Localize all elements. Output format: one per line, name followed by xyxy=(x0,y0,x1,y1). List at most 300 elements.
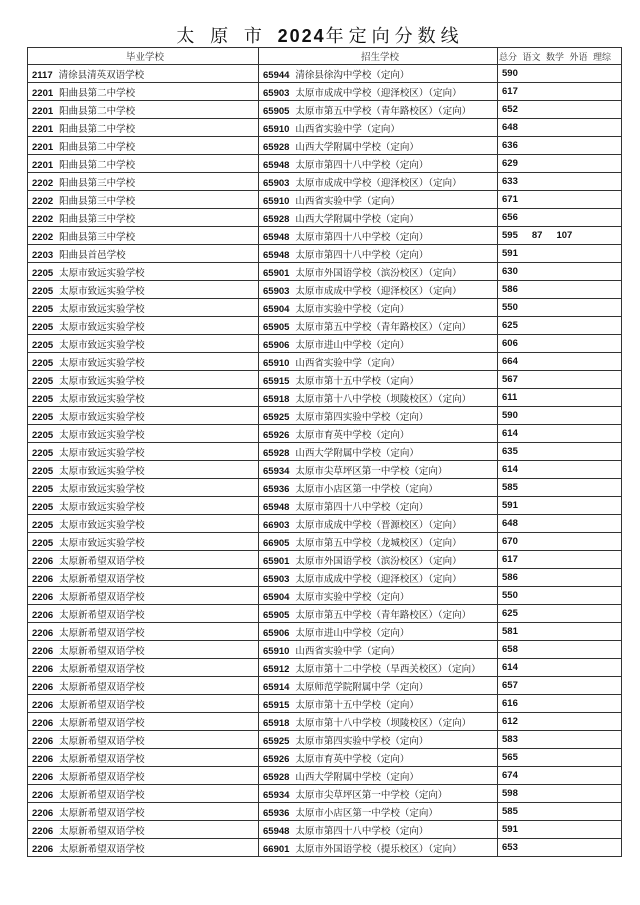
enroll-school-cell xyxy=(259,173,498,191)
table-row xyxy=(28,461,622,479)
enroll-school-name: 太原市实验中学校（定向） xyxy=(295,303,410,315)
enroll-school-cell xyxy=(259,533,498,551)
table-row xyxy=(28,497,622,515)
enroll-school-code: 65926 xyxy=(263,753,290,765)
score-cell xyxy=(498,371,622,389)
enroll-school-cell xyxy=(259,551,498,569)
enroll-school-cell xyxy=(259,407,498,425)
grad-school-name: 太原新希望双语学校 xyxy=(59,825,145,837)
total-score: 591 xyxy=(502,248,518,259)
enroll-school-cell xyxy=(259,209,498,227)
grad-school-name: 太原市致远实验学校 xyxy=(59,393,145,405)
total-score: 590 xyxy=(502,410,518,421)
enroll-school-name: 太原市外国语学校（滨汾校区）（定向） xyxy=(295,267,462,279)
grad-school-name: 太原新希望双语学校 xyxy=(59,627,145,639)
enroll-school-cell xyxy=(259,443,498,461)
table-row xyxy=(28,389,622,407)
enroll-school-name: 清徐县徐沟中学校（定向） xyxy=(295,69,410,81)
grad-school-code: 2202 xyxy=(32,195,54,207)
total-score: 635 xyxy=(502,446,518,457)
grad-school-code: 2206 xyxy=(32,807,54,819)
enroll-school-name: 山西大学附属中学校（定向） xyxy=(295,771,419,783)
enroll-school-code: 65918 xyxy=(263,393,290,405)
enroll-school-cell xyxy=(259,335,498,353)
total-score: 583 xyxy=(502,734,518,745)
score-cell xyxy=(498,803,622,821)
enroll-school-cell xyxy=(259,119,498,137)
total-score: 590 xyxy=(502,68,518,79)
chinese-score: 87 xyxy=(531,230,543,241)
enroll-school-code: 65948 xyxy=(263,501,290,513)
grad-school-cell xyxy=(28,245,259,263)
total-score: 657 xyxy=(502,680,518,691)
table-row xyxy=(28,425,622,443)
enroll-school-cell xyxy=(259,713,498,731)
enroll-school-code: 65906 xyxy=(263,339,290,351)
grad-school-name: 太原新希望双语学校 xyxy=(59,753,145,765)
score-cell xyxy=(498,317,622,335)
enroll-school-cell xyxy=(259,317,498,335)
table-row xyxy=(28,119,622,137)
table-row xyxy=(28,137,622,155)
grad-school-cell xyxy=(28,155,259,173)
grad-school-cell xyxy=(28,65,259,83)
grad-school-cell xyxy=(28,713,259,731)
enroll-school-cell xyxy=(259,515,498,533)
enroll-school-code: 66901 xyxy=(263,843,290,855)
grad-school-code: 2201 xyxy=(32,159,54,171)
enroll-school-name: 太原市第五中学校（龙城校区）（定向） xyxy=(295,537,462,549)
enroll-school-cell xyxy=(259,83,498,101)
enroll-school-code: 65910 xyxy=(263,645,290,657)
score-cell xyxy=(498,443,622,461)
grad-school-code: 2206 xyxy=(32,645,54,657)
header-scores: 总分 语文 数学 外语 理综 xyxy=(498,48,622,65)
grad-school-name: 太原市致远实验学校 xyxy=(59,519,145,531)
enroll-school-code: 65915 xyxy=(263,375,290,387)
score-cell xyxy=(498,713,622,731)
enroll-school-cell xyxy=(259,461,498,479)
table-row xyxy=(28,443,622,461)
table-row xyxy=(28,605,622,623)
enroll-school-code: 65918 xyxy=(263,717,290,729)
grad-school-cell xyxy=(28,119,259,137)
score-cell xyxy=(498,407,622,425)
grad-school-name: 太原新希望双语学校 xyxy=(59,807,145,819)
grad-school-name: 太原市致远实验学校 xyxy=(59,339,145,351)
enroll-school-code: 65928 xyxy=(263,213,290,225)
grad-school-code: 2205 xyxy=(32,501,54,513)
grad-school-code: 2205 xyxy=(32,357,54,369)
grad-school-code: 2206 xyxy=(32,735,54,747)
grad-school-cell xyxy=(28,407,259,425)
grad-school-code: 2206 xyxy=(32,681,54,693)
total-score: 581 xyxy=(502,626,518,637)
enroll-school-code: 65910 xyxy=(263,195,290,207)
total-score: 674 xyxy=(502,770,518,781)
score-cell xyxy=(498,479,622,497)
grad-school-code: 2206 xyxy=(32,663,54,675)
grad-school-name: 太原新希望双语学校 xyxy=(59,573,145,585)
score-cell xyxy=(498,551,622,569)
grad-school-code: 2205 xyxy=(32,447,54,459)
enroll-school-code: 65901 xyxy=(263,555,290,567)
enroll-school-code: 65948 xyxy=(263,249,290,261)
enroll-school-code: 65936 xyxy=(263,807,290,819)
enroll-school-cell xyxy=(259,281,498,299)
enroll-school-code: 65928 xyxy=(263,141,290,153)
enroll-school-code: 65915 xyxy=(263,699,290,711)
enroll-school-name: 太原市成成中学校（晋源校区）（定向） xyxy=(295,519,462,531)
enroll-school-code: 65925 xyxy=(263,411,290,423)
score-cell xyxy=(498,335,622,353)
math-score: 107 xyxy=(556,230,573,241)
total-score: 550 xyxy=(502,590,518,601)
score-cell xyxy=(498,389,622,407)
score-cell xyxy=(498,173,622,191)
grad-school-name: 太原市致远实验学校 xyxy=(59,321,145,333)
table-row xyxy=(28,353,622,371)
grad-school-code: 2205 xyxy=(32,411,54,423)
enroll-school-code: 65910 xyxy=(263,357,290,369)
enroll-school-name: 太原市第十八中学校（坝陵校区）（定向） xyxy=(295,393,472,405)
enroll-school-name: 太原市外国语学校（提乐校区）（定向） xyxy=(295,843,462,855)
grad-school-name: 太原市致远实验学校 xyxy=(59,429,145,441)
enroll-school-code: 65903 xyxy=(263,87,290,99)
grad-school-cell xyxy=(28,389,259,407)
grad-school-cell xyxy=(28,443,259,461)
enroll-school-cell xyxy=(259,479,498,497)
grad-school-code: 2117 xyxy=(32,69,53,81)
total-score: 656 xyxy=(502,212,518,223)
grad-school-code: 2203 xyxy=(32,249,54,261)
table-row xyxy=(28,479,622,497)
enroll-school-cell xyxy=(259,587,498,605)
total-score: 658 xyxy=(502,644,518,655)
grad-school-name: 太原新希望双语学校 xyxy=(59,591,145,603)
enroll-school-code: 65928 xyxy=(263,447,290,459)
grad-school-name: 太原新希望双语学校 xyxy=(59,555,145,567)
enroll-school-code: 65925 xyxy=(263,735,290,747)
enroll-school-cell xyxy=(259,605,498,623)
grad-school-name: 阳曲县第二中学校 xyxy=(59,141,136,153)
table-row xyxy=(28,533,622,551)
grad-school-code: 2202 xyxy=(32,231,54,243)
enroll-school-code: 65914 xyxy=(263,681,290,693)
table-row xyxy=(28,551,622,569)
enroll-school-code: 65944 xyxy=(263,69,290,81)
enroll-school-name: 太原市成成中学校（迎泽校区）（定向） xyxy=(295,573,462,585)
table-row xyxy=(28,623,622,641)
table-row xyxy=(28,731,622,749)
grad-school-name: 阳曲县第二中学校 xyxy=(59,159,136,171)
total-score: 606 xyxy=(502,338,518,349)
grad-school-name: 太原市致远实验学校 xyxy=(59,285,145,297)
grad-school-cell xyxy=(28,749,259,767)
table-row xyxy=(28,767,622,785)
enroll-school-name: 太原市育英中学校（定向） xyxy=(295,429,410,441)
grad-school-name: 太原市致远实验学校 xyxy=(59,375,145,387)
grad-school-cell xyxy=(28,479,259,497)
grad-school-code: 2201 xyxy=(32,123,54,135)
grad-school-code: 2205 xyxy=(32,393,54,405)
total-score: 636 xyxy=(502,140,518,151)
enroll-school-name: 山西省实验中学（定向） xyxy=(295,123,400,135)
score-cell xyxy=(498,587,622,605)
table-row xyxy=(28,587,622,605)
grad-school-code: 2205 xyxy=(32,483,54,495)
grad-school-code: 2206 xyxy=(32,825,54,837)
enroll-school-name: 太原市实验中学校（定向） xyxy=(295,591,410,603)
grad-school-code: 2205 xyxy=(32,267,54,279)
grad-school-name: 太原市致远实验学校 xyxy=(59,447,145,459)
total-score: 630 xyxy=(502,266,518,277)
enroll-school-cell xyxy=(259,227,498,245)
score-cell xyxy=(498,731,622,749)
enroll-school-cell xyxy=(259,731,498,749)
enroll-school-code: 65936 xyxy=(263,483,290,495)
grad-school-name: 阳曲县第三中学校 xyxy=(59,231,136,243)
enroll-school-code: 65934 xyxy=(263,789,290,801)
enroll-school-name: 太原市第五中学校（青年路校区）（定向） xyxy=(295,321,472,333)
score-cell xyxy=(498,605,622,623)
score-cell xyxy=(498,659,622,677)
grad-school-name: 太原新希望双语学校 xyxy=(59,843,145,855)
grad-school-cell xyxy=(28,767,259,785)
grad-school-code: 2202 xyxy=(32,213,54,225)
enroll-school-name: 太原市成成中学校（迎泽校区）（定向） xyxy=(295,177,462,189)
enroll-school-code: 65948 xyxy=(263,159,290,171)
grad-school-name: 阳曲县第三中学校 xyxy=(59,177,136,189)
grad-school-cell xyxy=(28,569,259,587)
total-score: 598 xyxy=(502,788,518,799)
table-row xyxy=(28,659,622,677)
enroll-school-cell xyxy=(259,767,498,785)
grad-school-name: 太原新希望双语学校 xyxy=(59,735,145,747)
enroll-school-code: 66905 xyxy=(263,537,290,549)
total-score: 616 xyxy=(502,698,518,709)
score-cell xyxy=(498,425,622,443)
enroll-school-name: 太原市第十五中学校（定向） xyxy=(295,375,419,387)
grad-school-code: 2206 xyxy=(32,609,54,621)
table-row xyxy=(28,299,622,317)
grad-school-cell xyxy=(28,227,259,245)
enroll-school-cell xyxy=(259,101,498,119)
enroll-school-name: 太原市第四十八中学校（定向） xyxy=(295,249,429,261)
total-score: 591 xyxy=(502,824,518,835)
enroll-school-name: 太原市小店区第一中学校（定向） xyxy=(295,483,438,495)
grad-school-code: 2206 xyxy=(32,627,54,639)
grad-school-cell xyxy=(28,299,259,317)
page-title: 太 原 市 2024年定向分数线 xyxy=(176,26,464,47)
total-score: 625 xyxy=(502,320,518,331)
score-cell xyxy=(498,65,622,83)
grad-school-code: 2205 xyxy=(32,465,54,477)
enroll-school-code: 65904 xyxy=(263,591,290,603)
total-score: 591 xyxy=(502,500,518,511)
grad-school-cell xyxy=(28,425,259,443)
grad-school-code: 2206 xyxy=(32,717,54,729)
table-row xyxy=(28,371,622,389)
table-row xyxy=(28,803,622,821)
grad-school-code: 2205 xyxy=(32,537,54,549)
grad-school-cell xyxy=(28,515,259,533)
enroll-school-cell xyxy=(259,677,498,695)
table-row xyxy=(28,155,622,173)
grad-school-cell xyxy=(28,209,259,227)
score-cell xyxy=(498,569,622,587)
total-score: 614 xyxy=(502,464,518,475)
table-header xyxy=(28,48,622,65)
score-cell xyxy=(498,83,622,101)
score-cell xyxy=(498,245,622,263)
grad-school-code: 2205 xyxy=(32,303,54,315)
enroll-school-name: 太原市成成中学校（迎泽校区）（定向） xyxy=(295,87,462,99)
grad-school-cell xyxy=(28,281,259,299)
enroll-school-code: 65948 xyxy=(263,231,290,243)
table-row xyxy=(28,515,622,533)
grad-school-cell xyxy=(28,659,259,677)
grad-school-code: 2202 xyxy=(32,177,54,189)
enroll-school-code: 65912 xyxy=(263,663,290,675)
total-score: 614 xyxy=(502,428,518,439)
grad-school-name: 太原新希望双语学校 xyxy=(59,789,145,801)
table-row xyxy=(28,101,622,119)
score-cell xyxy=(498,767,622,785)
score-cell xyxy=(498,155,622,173)
grad-school-cell xyxy=(28,263,259,281)
total-score: 612 xyxy=(502,716,518,727)
enroll-school-name: 太原市第五中学校（青年路校区）（定向） xyxy=(295,105,472,117)
grad-school-cell xyxy=(28,335,259,353)
enroll-school-cell xyxy=(259,353,498,371)
enroll-school-cell xyxy=(259,137,498,155)
grad-school-code: 2206 xyxy=(32,591,54,603)
score-cell xyxy=(498,299,622,317)
table-row xyxy=(28,65,622,83)
enroll-school-code: 65906 xyxy=(263,627,290,639)
enroll-school-code: 65903 xyxy=(263,573,290,585)
grad-school-name: 太原市致远实验学校 xyxy=(59,465,145,477)
score-cell xyxy=(498,461,622,479)
enroll-school-name: 太原市第四十八中学校（定向） xyxy=(295,501,429,513)
enroll-school-name: 太原市外国语学校（滨汾校区）（定向） xyxy=(295,555,462,567)
grad-school-name: 太原市致远实验学校 xyxy=(59,267,145,279)
enroll-school-name: 太原市第四实验中学校（定向） xyxy=(295,411,429,423)
enroll-school-code: 65948 xyxy=(263,825,290,837)
total-score: 617 xyxy=(502,86,518,97)
enroll-school-code: 65903 xyxy=(263,285,290,297)
enroll-school-name: 山西大学附属中学校（定向） xyxy=(295,141,419,153)
enroll-school-name: 太原市育英中学校（定向） xyxy=(295,753,410,765)
table-row xyxy=(28,695,622,713)
enroll-school-cell xyxy=(259,623,498,641)
table-row xyxy=(28,335,622,353)
grad-school-code: 2201 xyxy=(32,87,54,99)
grad-school-name: 阳曲县第二中学校 xyxy=(59,105,136,117)
score-cell xyxy=(498,209,622,227)
enroll-school-cell xyxy=(259,839,498,857)
score-cell xyxy=(498,191,622,209)
table-row xyxy=(28,83,622,101)
grad-school-code: 2205 xyxy=(32,519,54,531)
grad-school-name: 太原新希望双语学校 xyxy=(59,645,145,657)
total-score: 653 xyxy=(502,842,518,853)
table-row xyxy=(28,407,622,425)
grad-school-cell xyxy=(28,623,259,641)
enroll-school-cell xyxy=(259,389,498,407)
enroll-school-name: 太原师范学院附属中学（定向） xyxy=(295,681,429,693)
total-score: 585 xyxy=(502,482,518,493)
grad-school-cell xyxy=(28,371,259,389)
enroll-school-code: 65934 xyxy=(263,465,290,477)
grad-school-name: 太原新希望双语学校 xyxy=(59,609,145,621)
grad-school-code: 2206 xyxy=(32,843,54,855)
grad-school-code: 2201 xyxy=(32,105,54,117)
grad-school-name: 阳曲县第三中学校 xyxy=(59,195,136,207)
grad-school-code: 2206 xyxy=(32,771,54,783)
enroll-school-code: 65904 xyxy=(263,303,290,315)
enroll-school-name: 太原市成成中学校（迎泽校区）（定向） xyxy=(295,285,462,297)
enroll-school-name: 太原市进山中学校（定向） xyxy=(295,339,410,351)
total-score: 614 xyxy=(502,662,518,673)
grad-school-name: 阳曲县第二中学校 xyxy=(59,123,136,135)
grad-school-name: 太原市致远实验学校 xyxy=(59,483,145,495)
score-cell xyxy=(498,497,622,515)
total-score: 586 xyxy=(502,572,518,583)
enroll-school-name: 山西大学附属中学校（定向） xyxy=(295,447,419,459)
enroll-school-cell xyxy=(259,641,498,659)
enroll-school-code: 65903 xyxy=(263,177,290,189)
total-score: 633 xyxy=(502,176,518,187)
grad-school-code: 2205 xyxy=(32,339,54,351)
enroll-school-cell xyxy=(259,803,498,821)
grad-school-name: 太原新希望双语学校 xyxy=(59,771,145,783)
enroll-school-cell xyxy=(259,299,498,317)
score-table xyxy=(27,47,622,857)
enroll-school-code: 65905 xyxy=(263,105,290,117)
enroll-school-cell xyxy=(259,191,498,209)
total-score: 670 xyxy=(502,536,518,547)
grad-school-code: 2206 xyxy=(32,555,54,567)
enroll-school-code: 65905 xyxy=(263,609,290,621)
total-score: 648 xyxy=(502,518,518,529)
total-score: 595 xyxy=(502,230,518,241)
table-row xyxy=(28,821,622,839)
total-score: 550 xyxy=(502,302,518,313)
enroll-school-cell xyxy=(259,497,498,515)
score-cell xyxy=(498,641,622,659)
total-score: 652 xyxy=(502,104,518,115)
enroll-school-cell xyxy=(259,785,498,803)
table-row xyxy=(28,713,622,731)
grad-school-cell xyxy=(28,677,259,695)
enroll-school-cell xyxy=(259,245,498,263)
grad-school-cell xyxy=(28,587,259,605)
total-score: 611 xyxy=(502,392,518,403)
grad-school-name: 太原市致远实验学校 xyxy=(59,537,145,549)
enroll-school-code: 65926 xyxy=(263,429,290,441)
grad-school-cell xyxy=(28,551,259,569)
grad-school-cell xyxy=(28,191,259,209)
grad-school-cell xyxy=(28,803,259,821)
grad-school-name: 阳曲县首邑学校 xyxy=(59,249,126,261)
total-score: 664 xyxy=(502,356,518,367)
enroll-school-code: 65910 xyxy=(263,123,290,135)
grad-school-name: 太原新希望双语学校 xyxy=(59,717,145,729)
grad-school-cell xyxy=(28,497,259,515)
table-row xyxy=(28,173,622,191)
